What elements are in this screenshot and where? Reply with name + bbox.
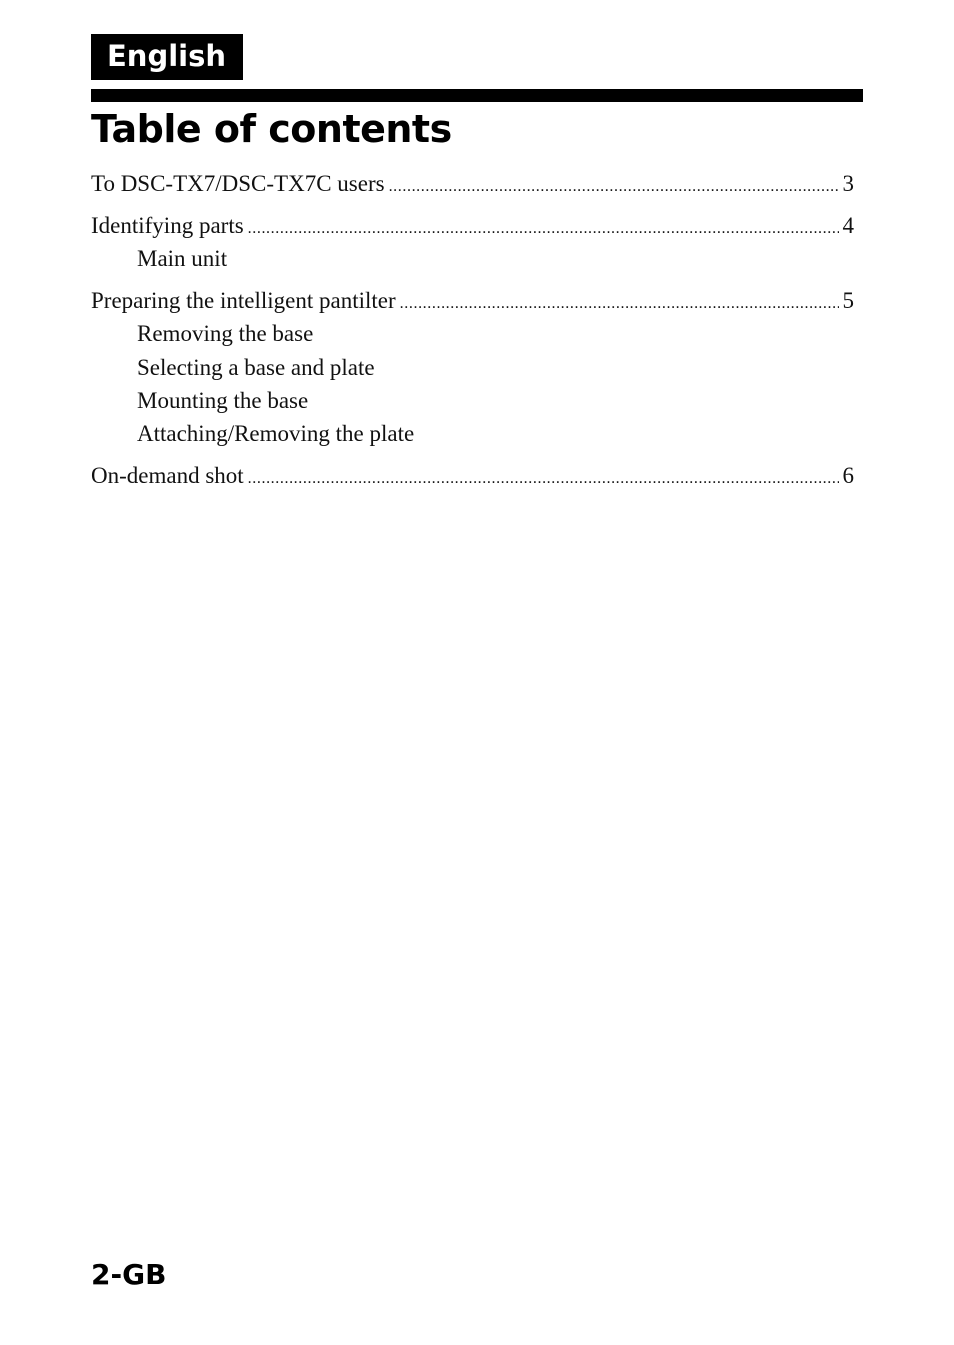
toc-entry-label: On-demand shot: [91, 463, 244, 488]
toc-subentry[interactable]: Mounting the base: [137, 388, 309, 413]
toc-leader-dots: [248, 213, 839, 239]
toc-entry-label: Identifying parts: [91, 213, 244, 238]
page-title: Table of contents: [91, 107, 452, 151]
toc-entry[interactable]: [91, 288, 854, 318]
toc-entry-page: 5: [842, 288, 854, 313]
toc-subentry[interactable]: Removing the base: [137, 321, 314, 346]
toc-leader-dots: [389, 171, 839, 197]
toc-subentry[interactable]: Selecting a base and plate: [137, 355, 375, 380]
toc-entry-page: 4: [842, 213, 854, 238]
toc-entry-page: 3: [842, 171, 854, 196]
toc-subentry[interactable]: Main unit: [137, 246, 228, 271]
page-number: 2-GB: [91, 1258, 167, 1291]
toc-entry[interactable]: [91, 171, 854, 201]
toc-entry-label: Preparing the intelligent pantilter: [91, 288, 396, 313]
toc-entry-page: 6: [842, 463, 854, 488]
language-tab: English: [91, 34, 243, 80]
toc-entry[interactable]: [91, 463, 854, 493]
toc-leader-dots: [400, 288, 839, 314]
toc-entry[interactable]: [91, 213, 854, 243]
toc-leader-dots: [248, 463, 839, 489]
toc-entry-label: To DSC-TX7/DSC-TX7C users: [91, 171, 385, 196]
toc-subentry[interactable]: Attaching/Removing the plate: [137, 421, 415, 446]
header-rule: [91, 89, 863, 102]
